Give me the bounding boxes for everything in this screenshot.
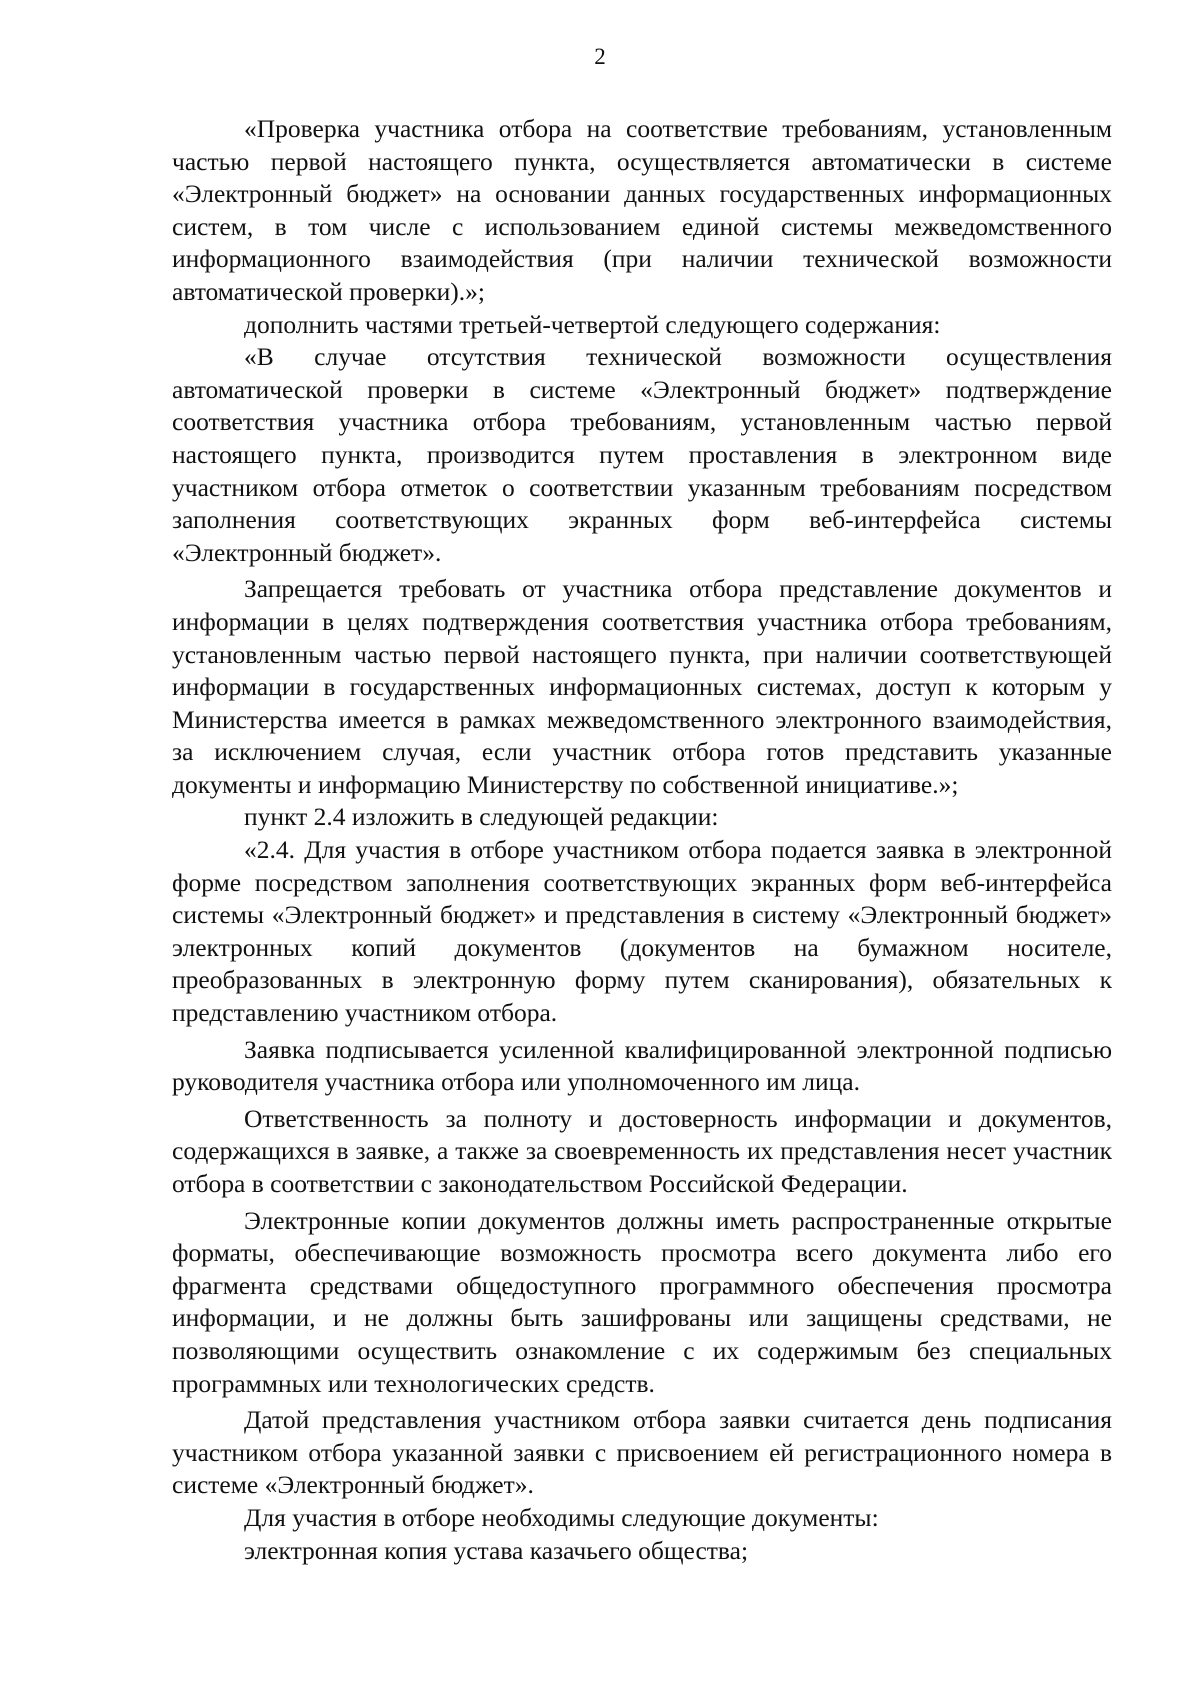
paragraph-prohibition: Запрещается требовать от участника отбора представление документов и информации в целях подтверждения соответствия участника отбора требованиям, установленным частью первой настоящего пункта, при наличии соответствующей информации в государственных информационных системах, доступ к которым у Министерства имеется в рамках межведомственного электронного взаимодействия, за исключением случая, если участник отбора готов представить указанные документы и информацию Министерству по собственной инициативе.»; <box>172 574 1112 799</box>
paragraph-responsibility: Ответственность за полноту и достоверность информации и документов, содержащихся в заявке, а также за своевременность их представления несет участник отбора в соответствии с законодательством Российской Федерации. <box>172 1103 1112 1198</box>
paragraph-no-technical-possibility: «В случае отсутствия технической возможности осуществления автоматической проверки в системе «Электронный бюджет» подтверждение соответствия участника отбора требованиям, установленным частью первой настоящего пункта, производится путем проставления в электронном виде участником отбора отметок о соответствии указанным требованиям посредством заполнения соответствующих экранных форм веб-интерфейса системы «Электронный бюджет». <box>172 342 1112 567</box>
paragraph-signature: Заявка подписывается усиленной квалифицированной электронной подписью руководителя участника отбора или уполномоченного им лица. <box>172 1034 1112 1097</box>
paragraph-item-2-4: «2.4. Для участия в отборе участником отбора подается заявка в электронной форме посредством заполнения соответствующих экранных форм веб-интерфейса системы «Электронный бюджет» и представления в систему «Электронный бюджет» электронных копий документов (документов на бумажном носителе, преобразованных в электронную форму путем сканирования), обязательных к представлению участником отбора. <box>172 835 1112 1028</box>
paragraph-amend-instruction: дополнить частями третьей-четвертой следующего содержания: <box>244 309 941 339</box>
paragraph-charter-copy: электронная копия устава казачьего общества; <box>244 1535 749 1565</box>
paragraph-verification: «Проверка участника отбора на соответствие требованиям, установленным частью первой настоящего пункта, осуществляется автоматически в системе «Электронный бюджет» на основании данных государственных информационных систем, в том числе с использованием единой системы межведомственного информационного взаимодействия (при наличии технической возможности автоматической проверки).»; <box>172 114 1112 306</box>
paragraph-required-documents: Для участия в отборе необходимы следующие документы: <box>244 1502 879 1532</box>
document-body <box>172 113 1112 1567</box>
paragraph-submission-date: Датой представления участником отбора заявки считается день подписания участником отбора указанной заявки с присвоением ей регистрационного номера в системе «Электронный бюджет». <box>172 1405 1112 1500</box>
paragraph-item-2-4-instruction: пункт 2.4 изложить в следующей редакции: <box>244 802 719 832</box>
paragraph-electronic-copies: Электронные копии документов должны иметь распространенные открытые форматы, обеспечивающие возможность просмотра всего документа либо его фрагмента средствами общедоступного программного обеспечения просмотра информации, и не должны быть зашифрованы или защищены средствами, не позволяющими осуществить ознакомление с их содержимым без специальных программных или технологических средств. <box>172 1205 1112 1398</box>
page-number: 2 <box>594 44 606 69</box>
